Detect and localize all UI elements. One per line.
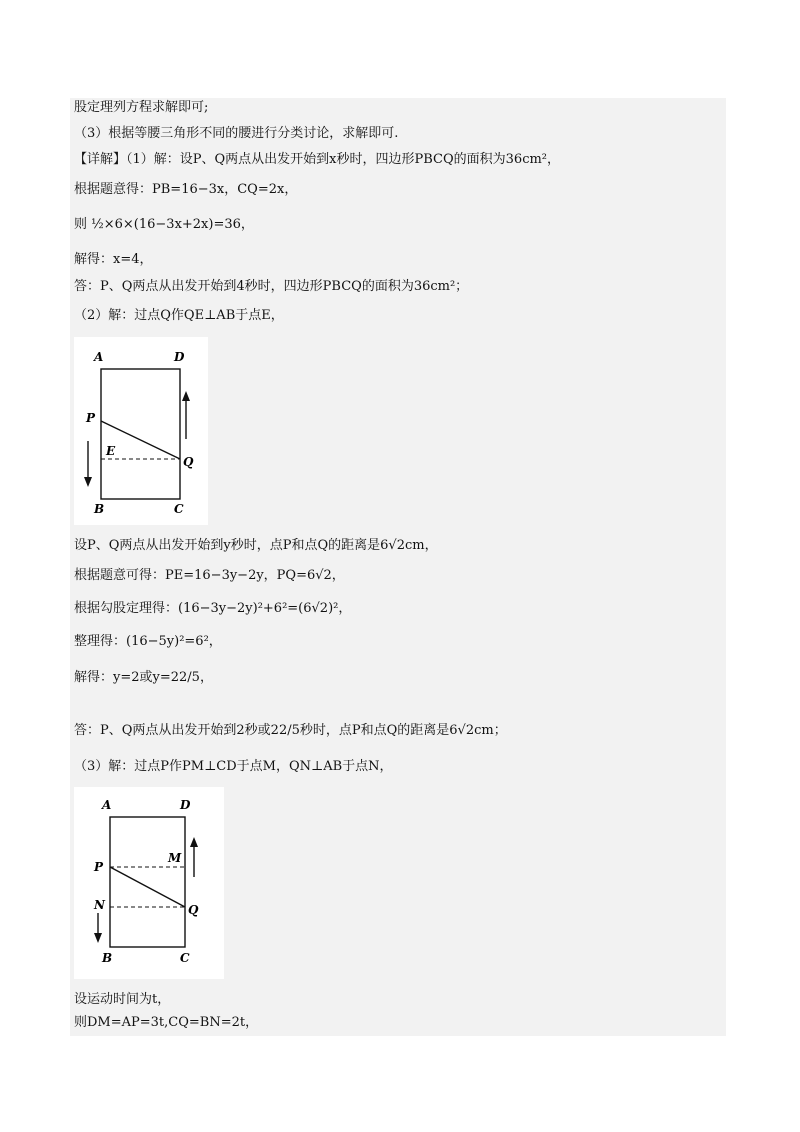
down-arrow-head-icon xyxy=(94,933,102,943)
text-line: 整理得：(16−5y)²=6²， xyxy=(74,634,222,649)
figure-1-diagram xyxy=(74,337,208,525)
text-line: 解得：x=4， xyxy=(74,252,153,267)
label-b: B xyxy=(94,502,105,516)
up-arrow-head-icon xyxy=(182,391,190,401)
label-a: A xyxy=(94,350,104,364)
text-line: 设P、Q两点从出发开始到y秒时，点P和点Q的距离是6√2cm， xyxy=(74,538,438,553)
label-q: Q xyxy=(188,903,199,917)
label-m: M xyxy=(168,851,182,865)
figure-2-diagram xyxy=(74,787,224,979)
text-line: 答：P、Q两点从出发开始到4秒时，四边形PBCQ的面积为36cm²； xyxy=(74,279,469,294)
text-line: 【详解】（1）解：设P、Q两点从出发开始到x秒时，四边形PBCQ的面积为36cm²， xyxy=(74,152,561,167)
label-c: C xyxy=(174,502,184,516)
text-line: 根据题意得：PB=16−3x，CQ=2x， xyxy=(74,182,298,197)
text-line: （2）解：过点Q作QE⊥AB于点E， xyxy=(74,308,284,323)
text-line: （3）解：过点P作PM⊥CD于点M，QN⊥AB于点N， xyxy=(74,759,393,774)
down-arrow-head-icon xyxy=(84,477,92,487)
text-line: 则 ½×6×(16−3x+2x)=36， xyxy=(74,217,254,232)
text-line: 根据勾股定理得：(16−3y−2y)²+6²=(6√2)²， xyxy=(74,601,352,616)
label-p: P xyxy=(86,411,96,425)
label-d: D xyxy=(180,798,191,812)
up-arrow-head-icon xyxy=(190,837,198,847)
label-q: Q xyxy=(183,455,194,469)
figure-2 xyxy=(74,787,224,979)
text-line: 则DM=AP=3t,CQ=BN=2t， xyxy=(74,1015,259,1030)
figure-1 xyxy=(74,337,208,525)
text-line: 股定理列方程求解即可; xyxy=(74,100,209,115)
label-e: E xyxy=(106,444,116,458)
label-a: A xyxy=(102,798,112,812)
label-n: N xyxy=(94,898,105,912)
text-line: 答：P、Q两点从出发开始到2秒或22/5秒时，点P和点Q的距离是6√2cm； xyxy=(74,723,507,738)
text-line: 根据题意可得：PE=16−3y−2y，PQ=6√2， xyxy=(74,568,345,583)
label-p: P xyxy=(94,860,104,874)
label-d: D xyxy=(174,350,185,364)
text-line: （3）根据等腰三角形不同的腰进行分类讨论，求解即可. xyxy=(74,126,399,141)
rectangle-abcd xyxy=(101,369,180,499)
label-c: C xyxy=(180,951,190,965)
segment-pq xyxy=(110,867,185,907)
text-line: 解得：y=2或y=22/5， xyxy=(74,670,213,685)
text-line: 设运动时间为t， xyxy=(74,992,171,1007)
label-b: B xyxy=(102,951,113,965)
rectangle-abcd xyxy=(110,817,185,947)
